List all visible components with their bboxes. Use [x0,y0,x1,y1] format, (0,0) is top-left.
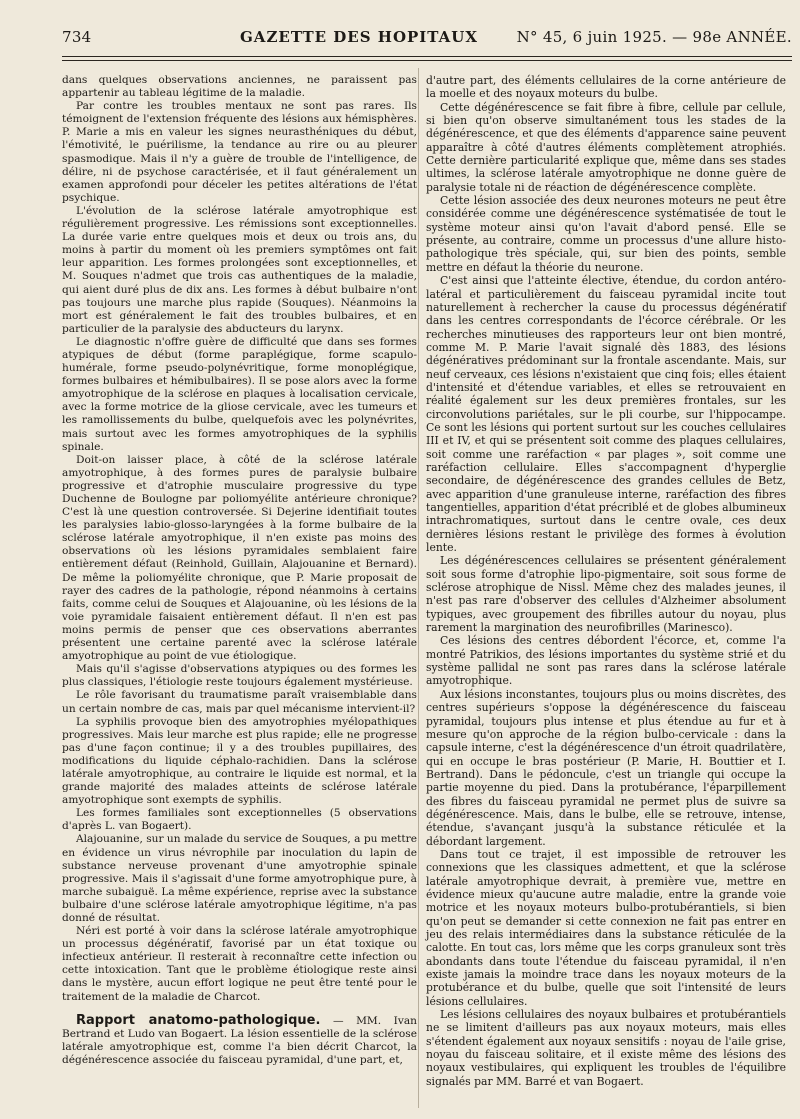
issue-info: N° 45, 6 juin 1925. — 98e ANNÉE. [516,28,792,46]
paragraph: Cette dégénérescence se fait fibre à fibre, cellule par cellule, si bien qu'on observe simultanément tous les stades de la dégénérescence, et que des éléments d'apparence saine peuvent apparaître à côté d'autres éléments complètement atrophiés. Cette dernière particularité explique que, même dans ses stades ultimes, la sclérose latérale amyotrophique ne donne guère de paralysie totale ni de réaction de dégénérescence complète. [426,100,786,194]
paragraph: Mais qu'il s'agisse d'observations atypiques ou des formes les plus classiques, l'étiologie reste toujours également mystérieuse. [62,663,417,689]
paragraph: L'évolution de la sclérose latérale amyotrophique est régulièrement progressive. Les rémissions sont exceptionnelles. La durée varie entre quelques mois et deux ou trois ans, du moins à partir du moment où les premiers symptômes ont fait leur apparition. Les formes prolongées sont exceptionnelles, et M. Souques n'admet que trois cas authentiques de la maladie, qui aient duré plus de dix ans. Les formes à début bulbaire n'ont pas toujours une marche plus rapide (Souques). Néanmoins la mort est généralement le fait des troubles bulbaires, et en particulier de la paralysie des abducteurs du larynx. [62,204,417,335]
paragraph: Les dégénérescences cellulaires se présentent généralement soit sous forme d'atrophie lipo-pigmentaire, soit sous forme de sclérose atrophique de Nissl. Même chez des malades jeunes, il n'est pas rare d'observer des cellules d'Alzheimer absolument typiques, avec groupement des fibrilles autour du noyau, plus rarement la margination des neurofibrilles (Marinesco). [426,554,786,635]
paragraph: Ces lésions des centres débordent l'écorce, et, comme l'a montré Patrikios, des lésions importantes du système strié et du système pallidal ne sont pas rares dans la sclérose latérale amyotrophique. [426,634,786,688]
section-text: La lésion essentielle de la sclérose latérale amyotrophique est, comme l'a bien décrit Charcot, la dégénérescence associée du faisceau pyramidal, d'une part, et, [62,1027,417,1066]
page-number: 734 [62,28,92,46]
paragraph: Par contre les troubles mentaux ne sont pas rares. Ils témoignent de l'extension fréquente des lésions aux hémisphères. P. Marie a mis en valeur les signes neurasthéniques du début, l'émotivité, le puérilisme, la tendance au rire ou au pleurer spasmodique. Mais il n'y a guère de trouble de l'intelligence, de délire, ni de psychose caractérisée, et il faut généralement un examen approfondi pour déceler les petites altérations de l'état psychique. [62,100,418,204]
paragraph: Néri est porté à voir dans la sclérose latérale amyotrophique un processus dégénératif, favorisé par un état toxique ou infectieux antérieur. Il resterait à reconnaître cette infection ou cette intoxication. Tant que le problème étiologique reste ainsi dans le mystère, aucun effort logique ne peut être tenté pour le traitement de la maladie de Charcot. [62,925,417,1003]
paragraph: Alajouanine, sur un malade du service de Souques, a pu mettre en évidence un virus névrophile par inoculation du lapin de substance nerveuse provenant d'une amyotrophie spinale progressive. Mais il s'agissait d'une forme amyotrophique pure, à marche subaiguë. La même expérience, reprise avec la substance bulbaire d'une sclérose latérale amyotrophique légitime, n'a pas donné de résultat. [62,833,417,924]
journal-title: GAZETTE DES HOPITAUX [240,28,479,46]
paragraph: d'autre part, des éléments cellulaires de la corne antérieure de la moelle et des noyaux moteurs du bulbe. [426,74,786,101]
paragraph: Le diagnostic n'offre guère de difficulté que dans ses formes atypiques de début (forme paraplégique, forme scapulo-humérale, forme pseudo-polynévritique, forme monoplégique, formes bulbaires et hémibulbaires). Il se pose alors avec la forme amyotrophique de la sclérose en plaques à localisation cervicale, avec la forme motrice de la gliose cervicale, avec les tumeurs et les ramollissements du bulbe, quelquefois avec les polynévrites, mais surtout avec les formes amyotrophiques de la syphilis spinale. [62,335,417,453]
section-title: Rapport anatomo-pathologique. [76,1012,321,1028]
paragraph: La syphilis provoque bien des amyotrophies myélopathiques progressives. Mais leur marche est plus rapide; elle ne progresse pas d'une façon continue; il y a des troubles pupillaires, des modifications du liquide céphalo-rachidien. Dans la sclérose latérale amyotrophique, au contraire le liquide est normal, et la grande majorité des malades atteints de sclérose latérale amyotrophique sont exempts de syphilis. [62,715,417,807]
paragraph: Cette lésion associée des deux neurones moteurs ne peut être considérée comme une dégénérescence systématisée de tout le système moteur ainsi qu'on l'avait d'abord pensé. Elle se présente, au contraire, comme un processus d'une allure histo-pathologique très spéciale, qui, sur bien des points, semble mettre en défaut la théorie du neurone. [426,194,786,274]
paragraph: Doit-on laisser place, à côté de la sclérose latérale amyotrophique, à des formes pures de paralysie bulbaire progressive et d'atrophie musculaire progressive du type Duchenne de Boulogne par poliomyélite antérieure chronique? C'est là une question controversée. Si Dejerine identifiait toutes les paralysies labio-glosso-laryngées à la forme bulbaire de la sclérose latérale amyotrophique, il n'en existe pas moins des observations où les lésions pyramidales semblaient faire entièrement défaut (Reinhold, Guillain, Alajouanine et Bernard). De même la poliomyélite chronique, que P. Marie proposait de rayer des cadres de la pathologie, répond néanmoins à certains faits, comme celui de Souques et Alajouanine, où les lésions de la voie pyramidale faisaient entièrement défaut. Il n'en est pas moins permis de penser que ces observations aberrantes présentent une certaine parenté avec la sclérose latérale amyotrophique au point de vue étiologique. [62,453,417,663]
running-header [62,22,792,52]
column-divider [418,68,419,1108]
paragraph: Aux lésions inconstantes, toujours plus ou moins discrètes, des centres supérieurs s'oppose la dégénérescence du faisceau pyramidal, toujours plus intense et plus étendue au fur et à mesure qu'on approche de la région bulbo-cervicale : dans la capsule interne, c'est la dégénérescence d'un étroit quadrilatère, qui en occupe le bras postérieur (P. Marie, H. Bouttier et I. Bertrand). Dans le pédoncule, c'est un triangle qui occupe la partie moyenne du pied. Dans la protubérance, l'éparpillement des fibres du faisceau pyramidal ne permet plus de suivre sa dégénérescence. Mais, dans le bulbe, elle se retrouve, intense, étendue, s'avançant jusqu'à la substance réticulée et la débordant largement. [426,687,786,848]
paragraph: Le rôle favorisant du traumatisme paraît vraisemblable dans un certain nombre de cas, mais par quel mécanisme intervient-il? [62,689,417,715]
section-authors: — MM. Ivan Bertrand et Ludo van Bogaert. [62,1014,417,1040]
header-rule-thin [62,60,792,61]
section-paragraph [62,1014,417,1067]
paragraph: Les formes familiales sont exceptionnelles (5 observations d'après L. van Bogaert). [62,807,417,833]
left-column [62,74,417,1067]
paragraph: Dans tout ce trajet, il est impossible de retrouver les connexions que les classiques admettent, et que la sclérose latérale amyotrophique devrait, à première vue, mettre en évidence mieux qu'aucune autre maladie, entre la grande voie motrice et les noyaux moteurs bulbo-protubérantiels, si bien qu'on peut se demander si cette connexion ne fait pas entrer en jeu des relais intermédiaires dans la substance réticulée de la calotte. En tout cas, lors même que les corps granuleux sont très abondants dans toute l'étendue du faisceau pyramidal, il n'en existe jamais la moindre trace dans les noyaux moteurs de la protubérance et du bulbe, quelle que soit l'intensité de leurs lésions cellulaires. [426,847,786,1008]
paragraph: C'est ainsi que l'atteinte élective, étendue, du cordon antéro-latéral et particulièrement du faisceau pyramidal incite tout naturellement à rechercher la cause du processus dégénératif dans les centres correspondants de l'écorce cérébrale. Or les recherches minutieuses des rapporteurs leur ont bien montré, comme M. P. Marie l'avait signalé dès 1883, des lésions dégénératives prédominant sur la frontale ascendante. Mais, sur neuf cerveaux, ces lésions n'existaient que cinq fois; elles étaient d'intensité et d'étendue variables, et elles se retrouvaient en réalité également sur les deux premières frontales, sur les circonvolutions pariétales, sur le pli courbe, sur l'hippocampe. Ce sont les lésions qui portent surtout sur les couches cellulaires III et IV, et qui se présentent soit comme des plaques cellulaires, soit comme une raréfaction « par plages », soit comme une raréfaction cellulaire. Elles s'accompagnent d'hyperglie secondaire, de dégénérescence des grandes cellules de Betz, avec apparition d'une granuleuse interne, raréfaction des fibres tangentielles, apparition d'état précriblé et de globes albumineux intrachromatiques, surtout dans le centre ovale, ces deux dernières lésions restant le privilège des formes à évolution lente. [426,274,786,555]
right-column [426,74,786,1088]
paragraph: Les lésions cellulaires des noyaux bulbaires et protubérantiels ne se limitent d'ailleurs pas aux noyaux moteurs, mais elles s'étendent également aux noyaux sensitifs : noyau de l'aile grise, noyau du faisceau solitaire, et il existe même des lésions des noyaux vestibulaires, qui expliquent les troubles de l'équilibre signalés par MM. Barré et van Bogaert. [426,1008,786,1088]
paragraph: dans quelques observations anciennes, ne paraissent pas appartenir au tableau légitime de la maladie. [62,74,417,100]
header-rule [62,56,792,57]
